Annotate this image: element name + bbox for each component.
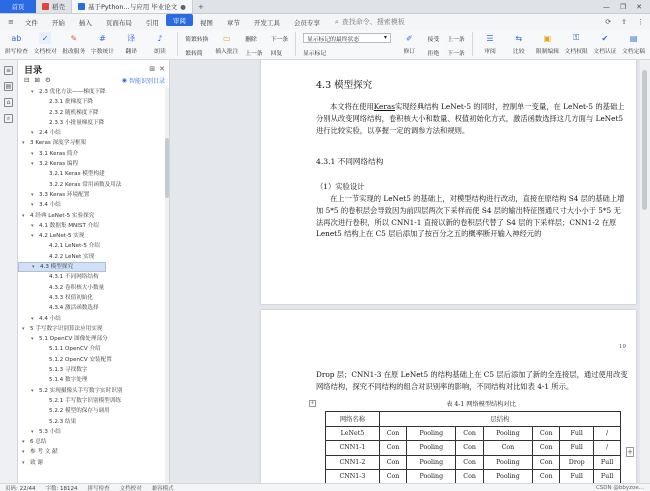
- close-icon[interactable]: ✕: [636, 2, 642, 11]
- menu-2[interactable]: 插入: [78, 18, 92, 27]
- translate-button[interactable]: 译 翻译: [125, 33, 138, 55]
- toc-item-label: 4.2.2 LeNet 实现: [49, 253, 95, 260]
- menu-8[interactable]: 开发工具: [253, 18, 280, 27]
- next-comment-button[interactable]: 下一条: [270, 36, 288, 43]
- close-tab-icon[interactable]: ●: [180, 2, 186, 11]
- auth-icon: ✔: [601, 33, 609, 43]
- table-cell[interactable]: Pooling: [483, 470, 532, 484]
- toc-item-label: 3.2.1 Keras 模型构建: [49, 171, 105, 178]
- menu-bar: [0, 14, 650, 30]
- toc-item-label: 2.3.3 小批量梯度下降: [49, 119, 105, 126]
- toc-item-label: 4.4 小结: [39, 315, 61, 322]
- toc-toolbar: [18, 74, 169, 86]
- table-cell[interactable]: CNN1-2: [326, 455, 380, 470]
- show-markup-button[interactable]: 显示标记: [302, 50, 327, 57]
- expand-toggle-icon[interactable]: ▾: [22, 459, 25, 466]
- toc-item[interactable]: [18, 169, 169, 179]
- window-controls: [595, 0, 650, 13]
- document-area: [170, 60, 650, 483]
- proofread-icon: ✓: [39, 32, 51, 44]
- table-cell[interactable]: Pooling: [407, 470, 456, 484]
- spell-check-button[interactable]: ab 拼写检查: [4, 33, 28, 55]
- table-cell[interactable]: Con: [456, 455, 483, 470]
- expand-toggle-icon[interactable]: ▾: [22, 439, 25, 446]
- trad-simp-button[interactable]: 繁转简: [185, 50, 203, 57]
- table-cell[interactable]: Con: [456, 426, 483, 441]
- table-cell[interactable]: /: [594, 426, 621, 441]
- toc-item-label: 致 谢: [30, 459, 43, 466]
- separator: [472, 32, 473, 56]
- accept-button[interactable]: 接受: [427, 36, 440, 43]
- toc-item[interactable]: [18, 344, 169, 354]
- expand-toggle-icon[interactable]: ▾: [31, 315, 34, 322]
- spell-check-status[interactable]: 拼写检查: [87, 485, 110, 491]
- toc-item[interactable]: [18, 149, 169, 159]
- compare-icon: ⇆: [515, 33, 523, 43]
- table-row: [326, 455, 621, 470]
- expand-toggle-icon[interactable]: ▾: [31, 191, 34, 198]
- toc-item[interactable]: [18, 252, 169, 262]
- table-cell[interactable]: Pooling: [483, 426, 532, 441]
- toc-item[interactable]: [18, 138, 169, 148]
- convert-group: [181, 32, 212, 58]
- simp-trad-button[interactable]: 简繁转换: [185, 36, 209, 43]
- expand-toggle-icon[interactable]: ▾: [31, 150, 34, 157]
- table-cell[interactable]: Con: [533, 441, 560, 456]
- reply-comment-button[interactable]: 回复: [270, 50, 283, 57]
- table-cell[interactable]: Pooling: [407, 426, 456, 441]
- share-icon[interactable]: ⇪: [621, 18, 627, 26]
- subsection-label: （1）实验设计: [316, 182, 365, 191]
- toc-item[interactable]: [18, 396, 169, 406]
- table-cell[interactable]: Con: [533, 470, 560, 484]
- expand-toggle-icon[interactable]: ▾: [31, 89, 34, 95]
- command-search-placeholder: 查找命令、搜索模板: [341, 18, 405, 26]
- tab-home-label: 首页: [11, 3, 25, 11]
- expand-toggle-icon[interactable]: ▾: [22, 212, 25, 219]
- finalize-icon: ▤: [629, 33, 638, 43]
- more-icon[interactable]: ⋮: [637, 18, 644, 26]
- table-cell[interactable]: Full: [560, 470, 594, 484]
- toc-item-label: 5.2.3 结果: [49, 418, 77, 425]
- toc-item[interactable]: [18, 159, 169, 169]
- expand-toggle-icon[interactable]: ▾: [31, 336, 34, 343]
- toc-list: [18, 86, 169, 468]
- prev-comment-button[interactable]: 上一条: [245, 50, 263, 57]
- table-cell[interactable]: Full: [560, 426, 594, 441]
- table-cell[interactable]: Con: [456, 470, 483, 484]
- toc-item-label: 5.2.1 手写数字识别模型训练: [49, 397, 121, 404]
- table-cell[interactable]: Drop: [560, 455, 594, 470]
- toc-item-label: 4.3 模型探究: [40, 264, 74, 271]
- bookmark-icon[interactable]: ⌂: [4, 98, 13, 107]
- toc-item-label: 5 手写数字识别算法应用实现: [30, 325, 103, 332]
- table-header: 层结构: [379, 412, 620, 427]
- toc-item-label: 4.1 数据集 MNIST 介绍: [39, 222, 99, 229]
- toc-item[interactable]: [18, 190, 169, 200]
- table-cell[interactable]: Con: [379, 426, 406, 441]
- tab-docer-label: 稻壳: [52, 3, 65, 11]
- tab-document-label: 基于Python...与应用 毕业论文: [88, 3, 178, 11]
- toc-item[interactable]: [18, 241, 169, 251]
- toc-item[interactable]: [18, 108, 169, 118]
- chapter-icon[interactable]: ▤: [5, 83, 12, 90]
- toc-item[interactable]: [18, 303, 169, 313]
- doc-finalize-button[interactable]: ▤ 文档定稿: [621, 33, 646, 55]
- review-button[interactable]: ☰ 审阅: [484, 33, 496, 55]
- compare-button[interactable]: ⇆ 比较: [512, 33, 525, 55]
- markup-state-select[interactable]: 显示标记的最终状态 ▾: [303, 33, 391, 43]
- correction-icon: ✎: [70, 33, 78, 43]
- toc-item-label: 4 经典 LeNet-5 实验探究: [30, 212, 95, 219]
- table-caption: 表 4-1 网络模型结构对比: [446, 401, 516, 408]
- toc-item-label: 4.2 LeNet-5 实现: [39, 233, 85, 240]
- word-count-button[interactable]: # 字数统计: [90, 33, 115, 55]
- new-tab-button[interactable]: +: [197, 2, 204, 11]
- structure-table[interactable]: [325, 411, 621, 483]
- toc-item-label: 5.1.2 OpenCV 安装配置: [49, 356, 112, 363]
- toc-item-label: 3 Keras 深度学习框架: [30, 140, 87, 147]
- toc-panel: [18, 60, 170, 483]
- correction-service-button[interactable]: ✎ 批改服务: [62, 33, 86, 55]
- toc-item[interactable]: [18, 437, 169, 447]
- keyword-keras: Keras: [373, 102, 395, 111]
- toc-item-label: 4.3.1 不同网络结构: [49, 274, 99, 281]
- table-cell[interactable]: Con: [379, 470, 406, 484]
- expand-toggle-icon[interactable]: ▾: [31, 161, 34, 168]
- table-cell[interactable]: Con: [533, 426, 560, 441]
- toc-item-label: 2.3 优化方法——梯度下降: [39, 89, 106, 95]
- section-heading: 4.3 模型探究: [316, 80, 373, 91]
- toc-item-label: 6 总结: [30, 439, 47, 446]
- prev-revision-button[interactable]: 上一条: [447, 36, 465, 43]
- toc-item[interactable]: [18, 386, 169, 396]
- collapse-icon[interactable]: ⊠: [34, 76, 40, 84]
- toc-item[interactable]: [18, 324, 169, 334]
- toc-item[interactable]: [18, 406, 169, 416]
- chevron-down-icon: ▾: [384, 35, 387, 41]
- toc-item[interactable]: [18, 221, 169, 231]
- smart-icon: ◉: [121, 76, 127, 84]
- track-changes-icon: ✐: [405, 33, 413, 43]
- paragraph: 在上一节实现的 LeNet5 的基础上，对模型结构进行改动，直接在原结构 S4 层的基础上增加 5*5 的卷积层会导致因为前四层两次下采样而使 S4 层的输出特征图通尺寸大小小于 5*5 无法再次进行卷积，所以 CNN1-1 直接以新的卷积层代替了 S4 层的下采样层；CNN1-2 在原 Lenet5 结构上在 C5 层后添加了按百分之五的概率断开输入神经元的: [316, 194, 625, 239]
- tab-home[interactable]: [0, 0, 36, 13]
- toc-item-label: 3.3 Keras 环境配置: [39, 191, 90, 198]
- toc-item-label: 5.1.1 OpenCV 介绍: [49, 346, 101, 353]
- toc-item-label: 4.2.1 LeNet-5 介绍: [49, 243, 100, 250]
- toc-item[interactable]: [18, 272, 169, 282]
- toc-item[interactable]: [18, 97, 169, 107]
- toc-item-label: 5.1.3 寻找数字: [49, 367, 88, 374]
- expand-toggle-icon[interactable]: ▾: [22, 449, 25, 456]
- table-cell[interactable]: CNN1-3: [326, 470, 380, 484]
- review-icon: ☰: [486, 33, 494, 43]
- toc-scroll-thumb[interactable]: [165, 138, 169, 198]
- document-scrollbar[interactable]: [640, 60, 650, 483]
- expand-toggle-icon[interactable]: ▾: [32, 264, 35, 271]
- toc-item[interactable]: [18, 334, 169, 344]
- expand-toggle-icon[interactable]: ▾: [31, 130, 34, 137]
- table-cell[interactable]: Full: [560, 441, 594, 456]
- page[interactable]: [261, 60, 636, 304]
- toc-item-label: 5.2 实现摄像头手写数字实时识别: [39, 387, 123, 394]
- toc-item[interactable]: [18, 283, 169, 293]
- expand-toggle-icon[interactable]: ▾: [22, 140, 25, 147]
- markup-group: [299, 32, 395, 58]
- menu-icon[interactable]: ≡: [8, 18, 14, 26]
- word-count[interactable]: 字数: 18124: [45, 485, 78, 491]
- reject-button[interactable]: 拒绝: [427, 50, 440, 57]
- command-search[interactable]: [335, 17, 405, 27]
- document-scroll-thumb[interactable]: [642, 70, 647, 210]
- sync-icon[interactable]: ⟳: [605, 18, 612, 26]
- table-row: [326, 470, 621, 484]
- permission-icon: ⚿: [573, 33, 580, 42]
- smart-toc-label: 智能识别目录: [128, 77, 165, 85]
- menu-3[interactable]: 页面布局: [105, 18, 132, 27]
- toc-item[interactable]: [18, 211, 169, 221]
- toc-item-label: 2.4 小结: [39, 130, 61, 137]
- paragraph: Drop 层；CNN1-3 在原 LeNet5 的结构基础上在 C5 层后添加了新的全连接层，通过使用改变网络结构，探究不同结构的组合对识别率的影响，不同结构对比如表 4-1 所示。: [316, 370, 628, 391]
- toc-scrollbar[interactable]: [165, 88, 169, 483]
- table-cell[interactable]: Full: [594, 470, 621, 484]
- toc-item-label: 参 考 文 献: [30, 449, 58, 456]
- toc-item[interactable]: [18, 314, 169, 324]
- table-cell[interactable]: Pooling: [407, 441, 456, 456]
- maximize-icon[interactable]: ❐: [619, 2, 627, 11]
- add-column-button[interactable]: +: [627, 448, 633, 456]
- toc-item[interactable]: [18, 458, 169, 468]
- writer-icon: [78, 3, 85, 10]
- subsection-heading: 4.3.1 不同网络结构: [316, 157, 384, 166]
- toc-item[interactable]: [18, 180, 169, 190]
- table-cell[interactable]: Con: [483, 441, 532, 456]
- separator: [295, 32, 296, 56]
- spellcheck-icon: ab: [11, 33, 22, 43]
- toc-icon[interactable]: ≡: [5, 67, 12, 74]
- expand-toggle-icon[interactable]: ▾: [31, 233, 34, 240]
- settings-icon[interactable]: ⚙: [44, 76, 51, 84]
- new-comment-button[interactable]: ▭ 插入批注: [215, 33, 239, 55]
- toc-item[interactable]: [18, 427, 169, 437]
- smart-toc-button[interactable]: [122, 76, 165, 85]
- toc-item-label: 5.2.2 模型的保存与调用: [49, 408, 110, 415]
- menu-7[interactable]: 章节: [226, 18, 240, 27]
- toc-item-label: 4.3.3 权值初始化: [49, 294, 93, 301]
- toc-item[interactable]: [18, 417, 169, 427]
- toc-item[interactable]: [18, 87, 169, 97]
- tab-document[interactable]: [71, 0, 193, 13]
- expand-toggle-icon[interactable]: ▾: [31, 428, 34, 435]
- toc-item-label: 3.2.2 Keras 常用函数及用法: [49, 181, 122, 188]
- table-header: 网络名称: [326, 412, 380, 427]
- read-aloud-button[interactable]: ♪ 朗读: [154, 33, 166, 55]
- expand-icon[interactable]: ⊟: [24, 76, 30, 84]
- table-cell[interactable]: Con: [379, 441, 406, 456]
- doc-permission-button[interactable]: ⚿ 文档权限: [564, 33, 588, 55]
- comment-icon: ▭: [223, 33, 231, 43]
- compat-mode: 兼容模式: [151, 485, 174, 491]
- menu-0[interactable]: 文件: [24, 18, 38, 27]
- review-ribbon: [0, 30, 650, 60]
- expand-toggle-icon[interactable]: ▾: [22, 325, 25, 332]
- menubar-right-tools: [605, 18, 650, 26]
- translate-icon: 译: [127, 33, 136, 43]
- read-aloud-icon: ♪: [157, 33, 163, 43]
- toc-title: 目录: [24, 65, 43, 76]
- expand-toggle-icon[interactable]: ▾: [31, 222, 34, 229]
- toc-item[interactable]: [18, 231, 169, 241]
- toc-item-label: 4.3.4 激活函数选择: [49, 305, 99, 312]
- menu-9[interactable]: 会员专享: [293, 18, 320, 27]
- table-cell[interactable]: Con: [456, 441, 483, 456]
- page-number: 19: [619, 344, 626, 350]
- toc-item[interactable]: [18, 128, 169, 138]
- toc-item-label: 2.3.1 批梯度下降: [49, 99, 93, 106]
- table-cell[interactable]: LeNet5: [326, 426, 380, 441]
- table-cell[interactable]: Full: [594, 455, 621, 470]
- toc-item[interactable]: [18, 375, 169, 385]
- watermark: CSDN @bbyzoe...: [595, 484, 644, 491]
- doc-proofread-button[interactable]: ✓ 文档校对: [33, 33, 57, 55]
- menu-6[interactable]: 视图: [199, 18, 213, 27]
- tab-bar: [0, 0, 650, 14]
- nav-rail: [0, 60, 18, 483]
- restrict-edit-button[interactable]: ▣ 限制编辑: [535, 33, 560, 55]
- table-row: [326, 441, 621, 456]
- table-cell[interactable]: /: [594, 441, 621, 456]
- toc-item[interactable]: [18, 365, 169, 375]
- toc-item-label: 4.3.2 卷积核大小数量: [49, 284, 105, 291]
- menu-4[interactable]: 引用: [145, 18, 159, 27]
- page-indicator[interactable]: 页码: 22/44: [5, 485, 36, 491]
- expand-toggle-icon[interactable]: ▾: [31, 202, 34, 209]
- toc-item-label: 3.4 小结: [39, 202, 61, 209]
- revision-nav-group: [443, 32, 468, 58]
- table-move-handle[interactable]: +: [310, 400, 315, 406]
- docer-icon: [42, 3, 49, 10]
- toc-item[interactable]: [18, 293, 169, 303]
- accept-group: [424, 32, 444, 58]
- toc-item[interactable]: [18, 118, 169, 128]
- toc-item-label: 5.1.4 数字处理: [49, 377, 88, 384]
- tab-docer[interactable]: [36, 0, 71, 13]
- word-count-icon: #: [99, 33, 106, 43]
- table-row: [326, 426, 621, 441]
- comment-nav-group-2: [267, 32, 292, 58]
- search-icon[interactable]: ⌕: [4, 114, 13, 123]
- separator: [177, 32, 178, 56]
- table-header-row: [326, 412, 621, 427]
- menu-1[interactable]: 开始: [51, 18, 65, 27]
- doc-auth-button[interactable]: ✔ 文档认证: [593, 33, 617, 55]
- toc-item[interactable]: [18, 447, 169, 457]
- expand-toggle-icon[interactable]: ▾: [31, 387, 34, 394]
- table-cell[interactable]: CNN1-1: [326, 441, 380, 456]
- toc-item-label: 5.1 OpenCV 图像处理部分: [39, 336, 108, 343]
- table-cell[interactable]: Con: [379, 455, 406, 470]
- lock-icon: ▣: [543, 33, 552, 43]
- search-icon: ⌕: [334, 17, 339, 26]
- page[interactable]: [261, 310, 636, 483]
- table-cell[interactable]: Pooling: [407, 455, 456, 470]
- doc-proofread-status[interactable]: 文档校对: [119, 485, 142, 491]
- toc-item[interactable]: [18, 200, 169, 210]
- delete-comment-button[interactable]: 删除: [245, 36, 257, 43]
- toc-item-label: 3.1 Keras 简介: [39, 150, 79, 157]
- pin-icon[interactable]: ⊞: [149, 65, 156, 73]
- next-revision-button[interactable]: 下一条: [447, 50, 465, 57]
- toc-item-label: 2.3.2 随机梯度下降: [49, 109, 99, 116]
- paragraph: 本文将在使用Keras实现经典结构 LeNet-5 的同时，控制单一变量，在 LeNet-5 的基础上分别从改变网络结构，卷积核大小和数量、权值初始化方式，激活函数选择这几方面与 LeNet5 进行比较实验，以享握一定的调参方法和规则。: [316, 102, 625, 135]
- track-changes-button[interactable]: ✐ 修订: [403, 33, 416, 55]
- toc-item[interactable]: [18, 355, 169, 365]
- toc-item[interactable]: [18, 262, 106, 272]
- toc-item-label: 5.3 小结: [39, 428, 61, 435]
- minimize-icon[interactable]: —: [602, 2, 610, 11]
- status-bar: [0, 483, 650, 491]
- close-panel-icon[interactable]: ✕: [159, 65, 165, 73]
- comment-nav-group: [241, 32, 266, 58]
- menu-5[interactable]: 审阅: [166, 14, 193, 26]
- toc-item-label: 3.2 Keras 编程: [39, 161, 79, 168]
- table-cell[interactable]: Pooling: [483, 455, 532, 470]
- table-cell[interactable]: Con: [533, 455, 560, 470]
